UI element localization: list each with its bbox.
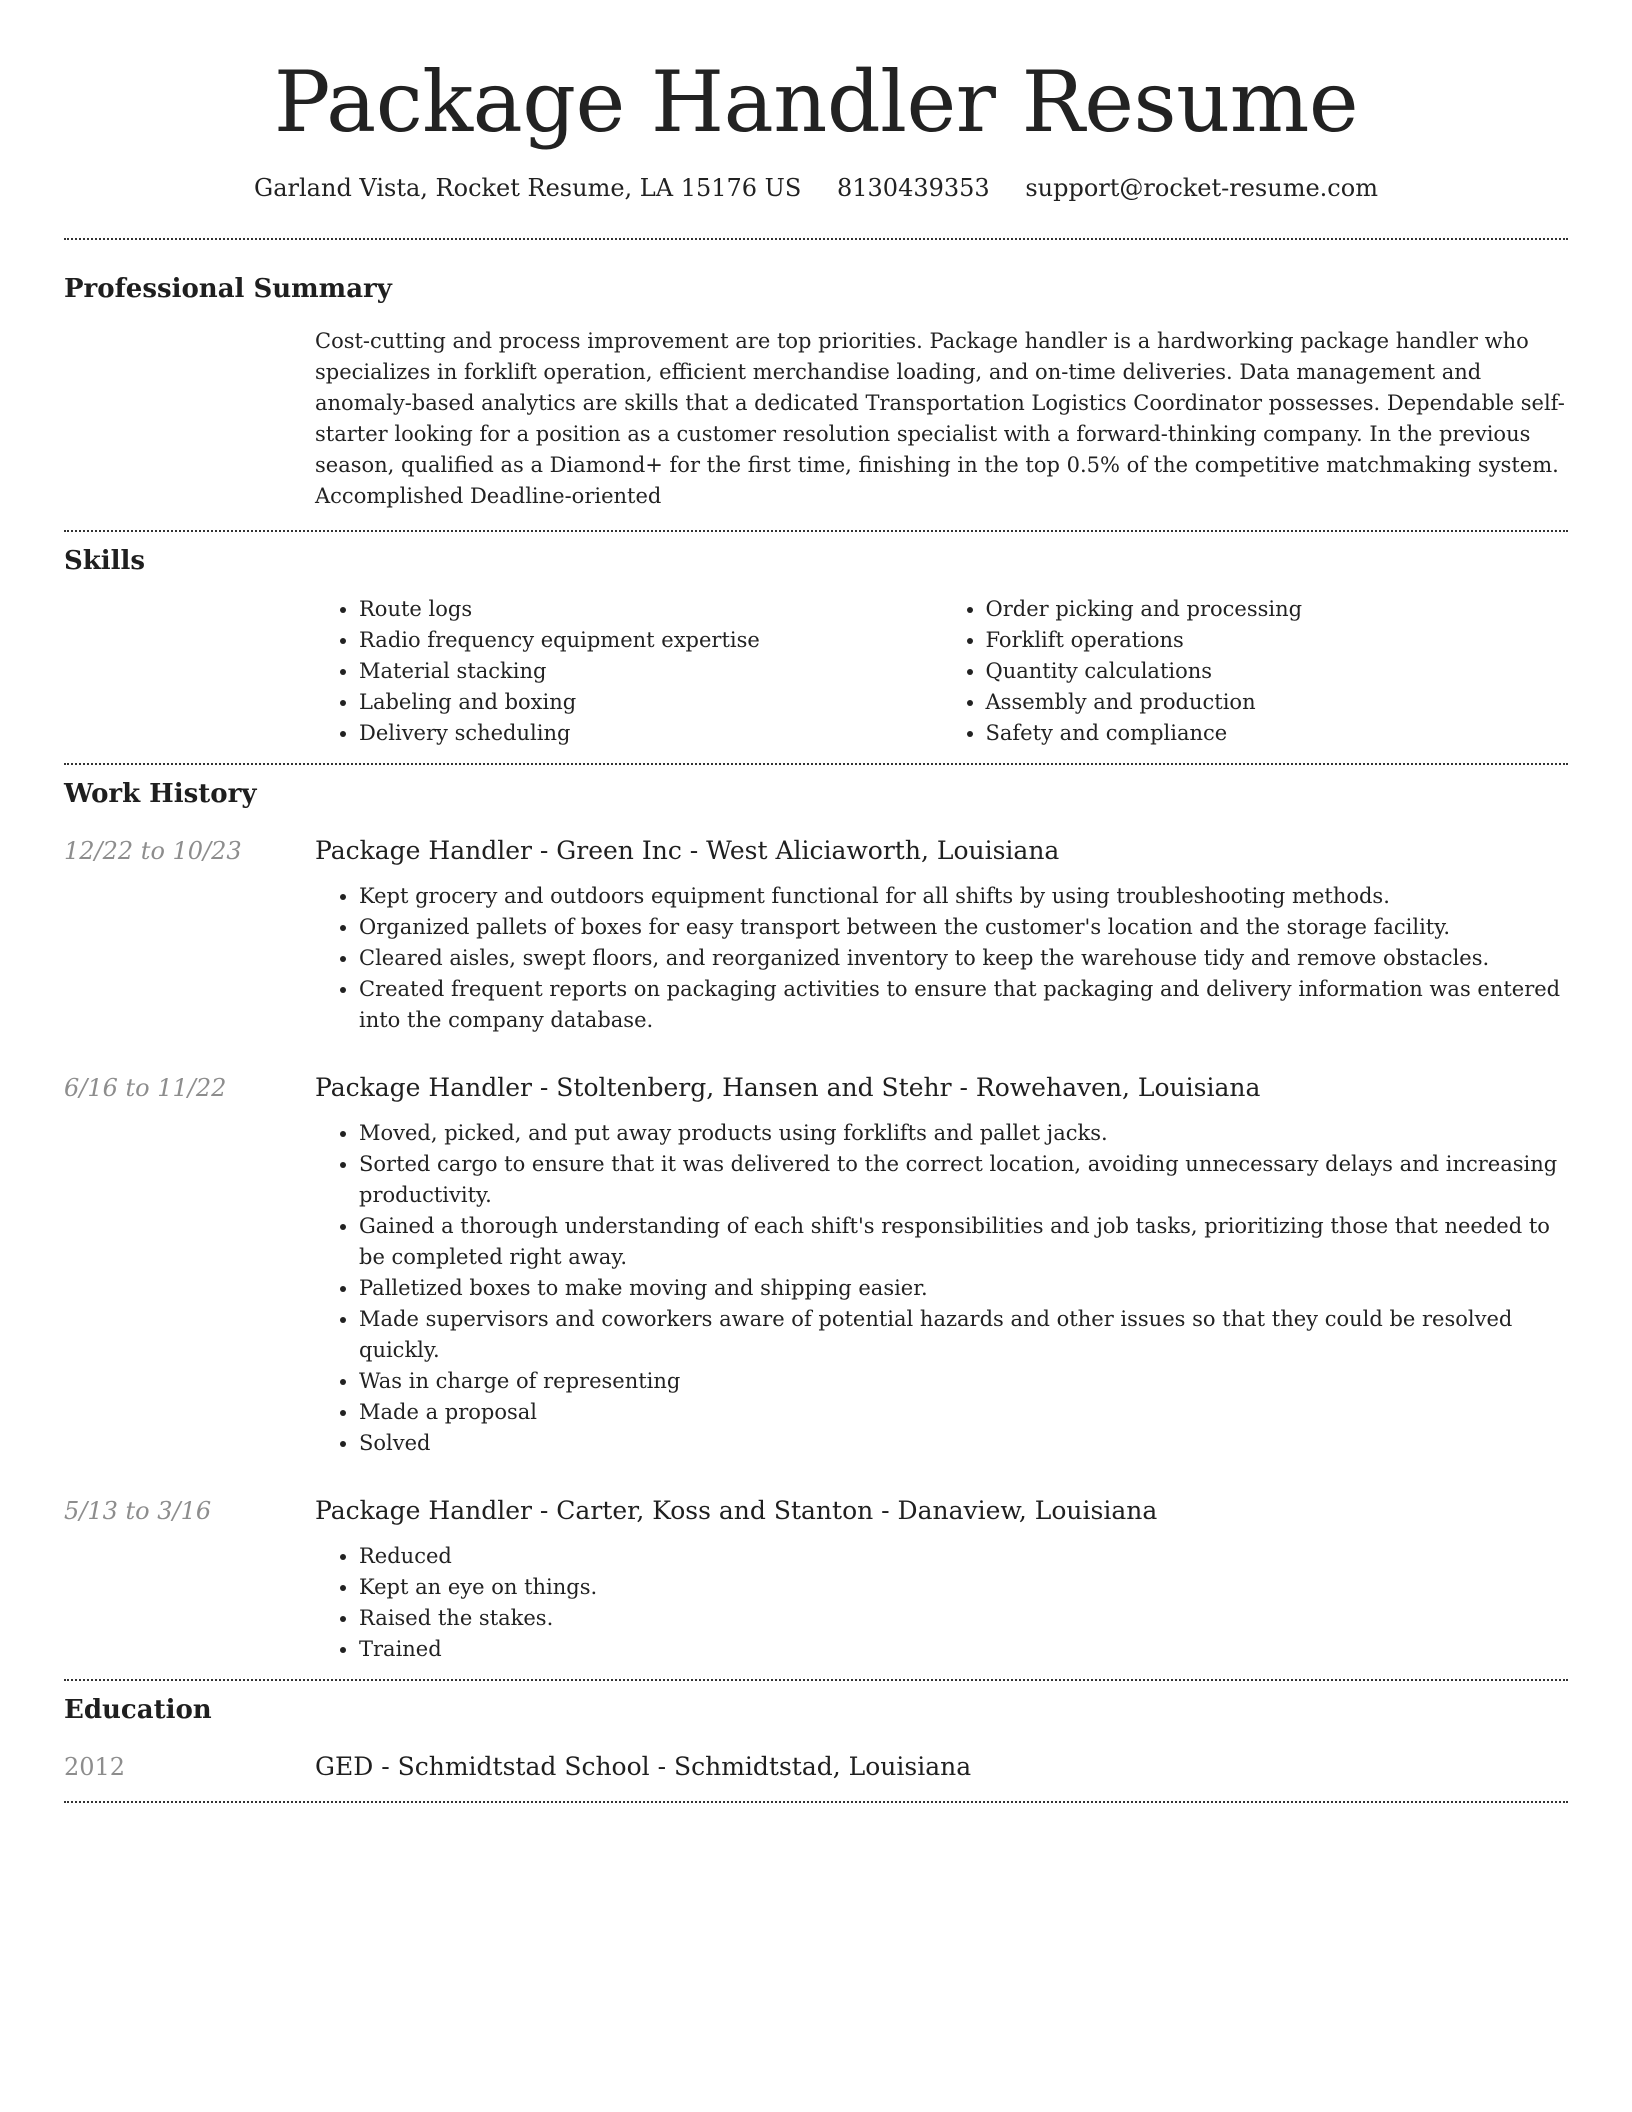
job-bullets <box>315 881 1568 1036</box>
job-bullet: • Solved <box>359 1428 1568 1459</box>
address: Garland Vista, Rocket Resume, LA 15176 US <box>254 174 802 202</box>
summary-heading: Professional Summary <box>64 274 392 304</box>
job-entry <box>64 1495 1568 1527</box>
divider <box>64 238 1568 240</box>
skill-item: • Labeling and boxing <box>359 687 942 718</box>
job-bullet: • Palletized boxes to make moving and shipping easier. <box>359 1273 1568 1304</box>
job-bullet: • Made supervisors and coworkers aware of potential hazards and other issues so that they could be resolved quickly. <box>359 1304 1568 1366</box>
job-dates: 6/16 to 11/22 <box>64 1074 227 1102</box>
skills-column-left <box>315 594 942 749</box>
contact-line <box>64 172 1568 204</box>
work-history-heading: Work History <box>64 779 257 809</box>
skill-item: • Route logs <box>359 594 942 625</box>
education-year: 2012 <box>64 1753 126 1781</box>
resume-title: Package Handler Resume <box>273 53 1359 151</box>
job-dates: 12/22 to 10/23 <box>64 837 242 865</box>
skill-item: • Quantity calculations <box>986 656 1569 687</box>
skill-item: • Order picking and processing <box>986 594 1569 625</box>
email: support@rocket-resume.com <box>1025 174 1378 202</box>
education-detail: GED - Schmidtstad School - Schmidtstad, Louisiana <box>315 1752 972 1781</box>
job-bullet: • Cleared aisles, swept floors, and reorganized inventory to keep the warehouse tidy and remove obstacles. <box>359 943 1568 974</box>
job-entry <box>64 1072 1568 1104</box>
job-bullet: • Made a proposal <box>359 1397 1568 1428</box>
job-bullet: • Trained <box>359 1634 1568 1665</box>
skill-item: • Forklift operations <box>986 625 1569 656</box>
divider <box>64 763 1568 765</box>
job-bullet: • Moved, picked, and put away products using forklifts and pallet jacks. <box>359 1118 1568 1149</box>
resume-page <box>64 0 1568 1803</box>
skill-item: • Assembly and production <box>986 687 1569 718</box>
education-entry <box>64 1751 1568 1783</box>
skill-item: • Safety and compliance <box>986 718 1569 749</box>
job-title: Package Handler - Carter, Koss and Stanton - Danaview, Louisiana <box>315 1496 1158 1525</box>
job-bullets <box>315 1541 1568 1665</box>
job-bullet: • Kept an eye on things. <box>359 1572 1568 1603</box>
job-bullet: • Was in charge of representing <box>359 1366 1568 1397</box>
job-dates: 5/13 to 3/16 <box>64 1497 212 1525</box>
job-bullet: • Kept grocery and outdoors equipment functional for all shifts by using troubleshooting methods. <box>359 881 1568 912</box>
skill-item: • Delivery scheduling <box>359 718 942 749</box>
job-title: Package Handler - Green Inc - West Aliciaworth, Louisiana <box>315 836 1060 865</box>
job-bullet: • Sorted cargo to ensure that it was delivered to the correct location, avoiding unnecessary delays and increasing productivity. <box>359 1149 1568 1211</box>
job-bullet: • Organized pallets of boxes for easy transport between the customer's location and the storage facility. <box>359 912 1568 943</box>
job-bullet: • Reduced <box>359 1541 1568 1572</box>
phone: 8130439353 <box>836 174 990 202</box>
summary-text: Cost-cutting and process improvement are top priorities. Package handler is a hardworking package handler who specializes in forklift operation, efficient merchandise loading, and on-time deliveries. Data management and anomaly-based analytics are skills that a dedicated Transportation Logistics Coordinator possesses. Dependable self-starter looking for a position as a customer resolution specialist with a forward-thinking company. In the previous season, qualified as a Diamond+ for the first time, finishing in the top 0.5% of the competitive matchmaking system. Accomplished Deadline-oriented <box>315 329 1565 508</box>
skill-item: • Radio frequency equipment expertise <box>359 625 942 656</box>
skill-item: • Material stacking <box>359 656 942 687</box>
divider <box>64 1801 1568 1803</box>
job-bullet: • Created frequent reports on packaging activities to ensure that packaging and delivery information was entered into the company database. <box>359 974 1568 1036</box>
job-bullet: • Gained a thorough understanding of each shift's responsibilities and job tasks, prioritizing those that needed to be completed right away. <box>359 1211 1568 1273</box>
skills-list <box>315 594 1568 749</box>
divider <box>64 1679 1568 1681</box>
skills-heading: Skills <box>64 546 146 576</box>
job-title: Package Handler - Stoltenberg, Hansen and Stehr - Rowehaven, Louisiana <box>315 1073 1261 1102</box>
education-heading: Education <box>64 1695 212 1725</box>
job-bullet: • Raised the stakes. <box>359 1603 1568 1634</box>
job-entry <box>64 835 1568 867</box>
divider <box>64 530 1568 532</box>
skills-column-right <box>942 594 1569 749</box>
job-bullets <box>315 1118 1568 1459</box>
